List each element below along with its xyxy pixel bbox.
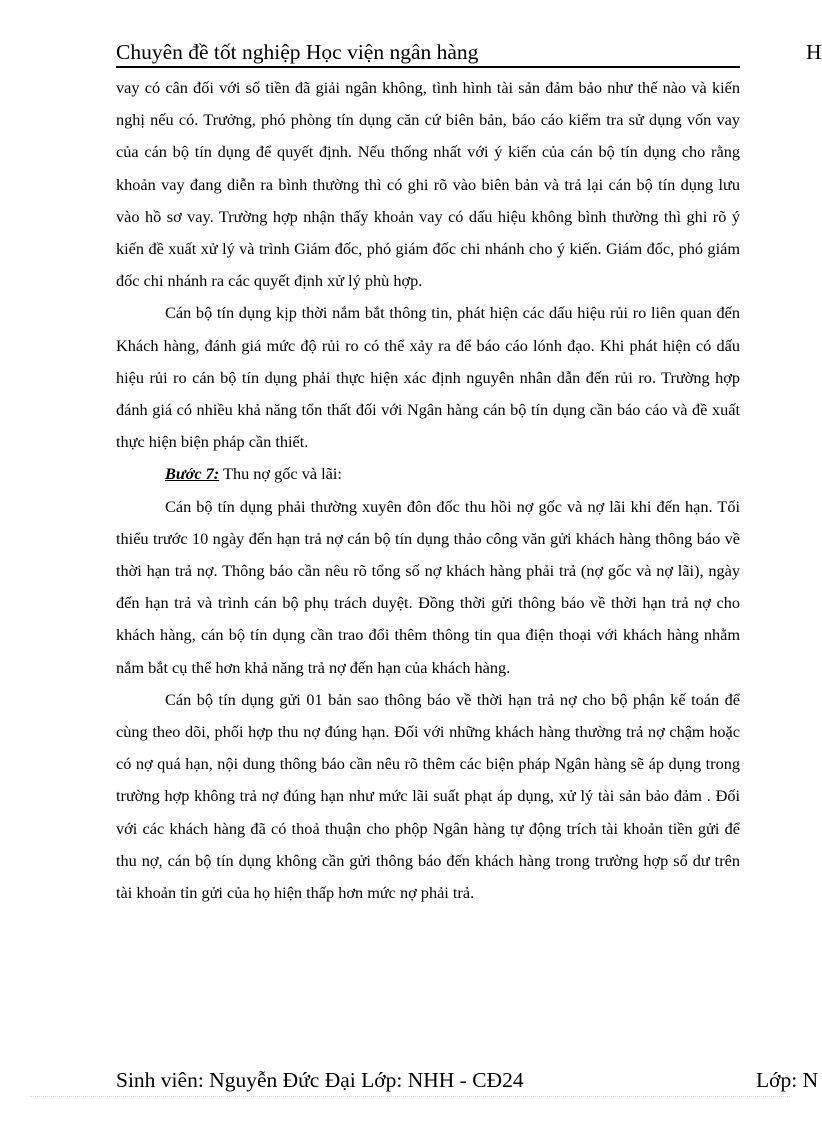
paragraph-notice-copy: Cán bộ tín dụng gửi 01 bản sao thông báo về thời hạn trả nợ cho bộ phận kế toán để cùng theo dõi, phối hợp thu nợ đúng hạn. Đối với những khách hàng thường trả nợ chậm hoặc có nợ quá hạn, nội dung thông báo cần nêu rõ thêm các biện pháp Ngân hàng sẽ áp dụng trong trường hợp không trả nợ đúng hạn như mức lãi suất phạt áp dụng, xử lý tài sản bảo đảm . Đối với các khách hàng đã có thoả thuận cho phộp Ngân hàng tự động trích tài khoản tiền gửi để thu nợ, cán bộ tín dụng không cần gửi thông báo đến khách hàng trong trường hợp số dư trên tài khoản tỉn gửi của họ hiện thấp hơn mức nợ phải trả. (116, 689, 740, 903)
step-7-title: Thu nợ gốc và lãi: (219, 464, 342, 484)
footer-dotted-line (30, 1096, 790, 1097)
page-footer-student: Sinh viên: Nguyễn Đức Đại Lớp: NHH - CĐ24 (116, 1068, 524, 1092)
page-header-title: Chuyên đề tốt nghiệp Học viện ngân hàng (116, 40, 479, 64)
step-7-label: Bước 7: (165, 464, 220, 484)
header-divider (116, 66, 740, 68)
page-footer-right-fragment: Lớp: N (756, 1068, 819, 1092)
paragraph-risk-detection: Cán bộ tín dụng kịp thời nắm bắt thông tin, phát hiện các dấu hiệu rủi ro liên quan đến Khách hàng, đánh giá mức độ rủi ro có thể xảy ra để báo cáo lónh đạo. Khi phát hiện có dấu hiệu rủi ro cán bộ tín dụng phải thực hiện xác định nguyên nhân dẫn đến rủi ro. Trường hợp đánh giá có nhiều khả năng tổn thất đối với Ngân hàng cán bộ tín dụng cần báo cáo và đề xuất thực hiện biện pháp cần thiết. (116, 303, 740, 452)
step-7-heading (116, 458, 740, 490)
paragraph-debt-collection: Cán bộ tín dụng phải thường xuyên đôn đốc thu hồi nợ gốc và nợ lãi khi đến hạn. Tối thiểu trước 10 ngày đến hạn trả nợ cán bộ tín dụng thảo công văn gửi khách hàng thông báo về thời hạn trả nợ. Thông báo cần nêu rõ tổng số nợ khách hàng phải trả (nợ gốc và nợ lãi), ngày đến hạn trả và trình cán bộ phụ trách duyệt. Đồng thời gửi thông báo về thời hạn trả nợ cho khách hàng, cán bộ tín dụng cần trao đổi thêm thông tin qua điện thoại với khách hàng nhằm nắm bắt cụ thể hơn khả năng trả nợ đến hạn của khách hàng. (116, 496, 740, 677)
document-body (116, 72, 740, 909)
paragraph-continuation: vay có cân đối với số tiền đã giải ngân không, tình hình tài sản đảm bảo như thế nào và kiến nghị nếu có. Trưởng, phó phòng tín dụng căn cứ biên bản, báo cáo kiểm tra sử dụng vốn vay của cán bộ tín dụng để quyết định. Nếu thống nhất với ý kiến của cán bộ tín dụng cho rằng khoản vay đang diễn ra bình thường thì có ghi rõ vào biên bản và trả lại cán bộ tín dụng lưu vào hồ sơ vay. Trường hợp nhận thấy khoản vay có dấu hiệu không bình thường thì ghi rõ ý kiến đề xuất xử lý và trình Giám đốc, phó giám đốc chi nhánh cho ý kiến. Giám đốc, phó giám đốc chi nhánh ra các quyết định xử lý phù hợp. (116, 78, 740, 291)
page-header-right-fragment: H (806, 40, 822, 64)
